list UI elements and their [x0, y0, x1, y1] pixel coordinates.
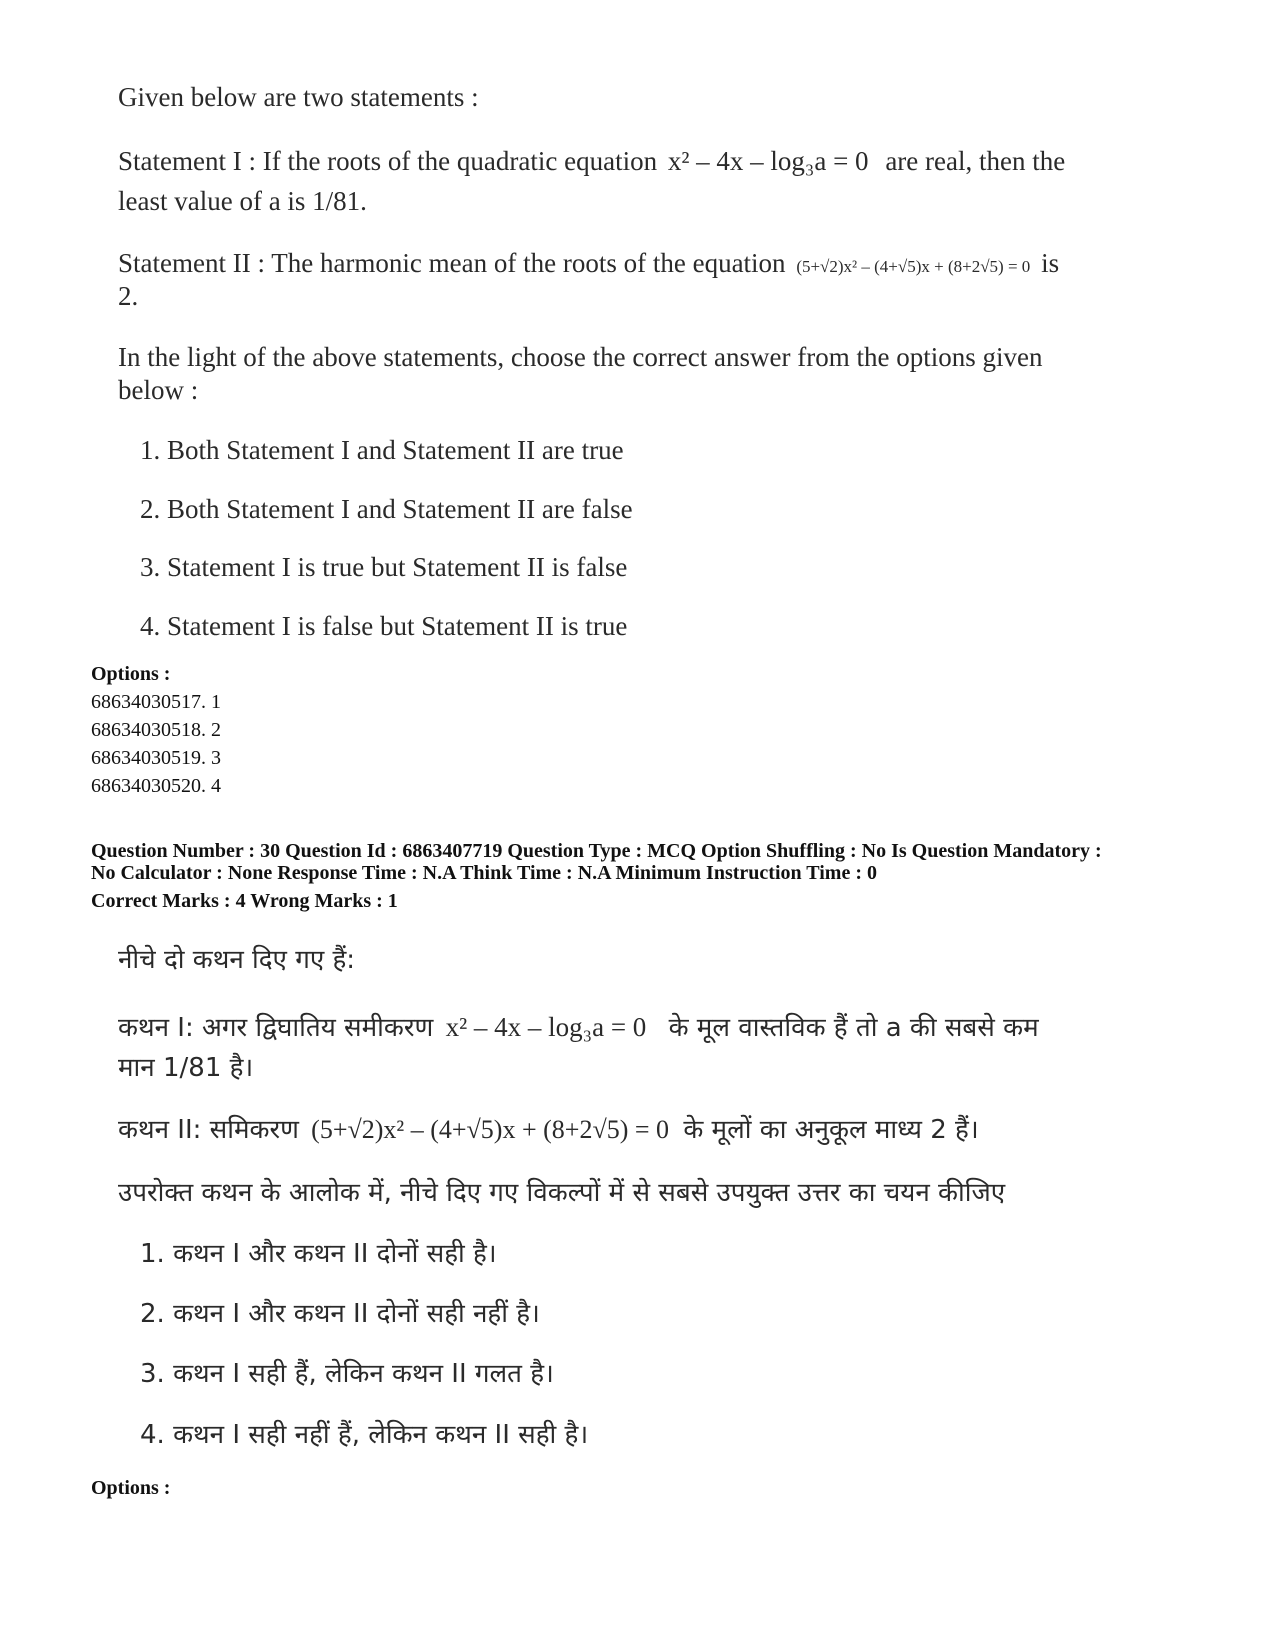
- instruction-line1: In the light of the above statements, choose the correct answer from the options given: [118, 342, 1043, 372]
- statement-1-equation: x² – 4x – log₃a = 0: [667, 146, 869, 176]
- hindi-statement-2-equation: (5+√2)x² – (4+√5)x + (8+2√5) = 0: [311, 1115, 670, 1144]
- instruction-line2: below :: [118, 375, 199, 405]
- option-id-2: 68634030518. 2: [91, 719, 221, 741]
- hindi-statement-1-prefix: कथन I: अगर द्विघातिय समीकरण: [118, 1013, 434, 1043]
- hindi-statement-2-suffix: के मूलों का अनुकूल माध्य 2 हैं।: [683, 1115, 979, 1145]
- hindi-choice-1: 1. कथन I और कथन II दोनों सही है।: [140, 1239, 497, 1269]
- hindi-choice-3: 3. कथन I सही हैं, लेकिन कथन II गलत है।: [140, 1359, 554, 1389]
- question-meta-line2: No Calculator : None Response Time : N.A Think Time : N.A Minimum Instruction Time : 0: [91, 862, 877, 884]
- hindi-choice-2: 2. कथन I और कथन II दोनों सही नहीं है।: [140, 1299, 540, 1329]
- statement-1-prefix: Statement I : If the roots of the quadratic equation: [118, 146, 658, 176]
- option-id-1: 68634030517. 1: [91, 691, 221, 713]
- choice-2: 2. Both Statement I and Statement II are false: [140, 494, 633, 524]
- options-label-bottom: Options :: [91, 1477, 171, 1499]
- hindi-statement-1-suffix: के मूल वास्तविक हैं तो a की सबसे कम: [668, 1013, 1039, 1043]
- hindi-statement-1-line2: मान 1/81 है।: [118, 1053, 254, 1083]
- choice-1: 1. Both Statement I and Statement II are true: [140, 435, 624, 465]
- hindi-statement-1: [118, 1007, 1039, 1048]
- statement-2: [118, 246, 1059, 284]
- hindi-statement-2: [118, 1110, 979, 1150]
- statement-1-line2: least value of a is 1/81.: [118, 186, 367, 216]
- option-id-4: 68634030520. 4: [91, 775, 221, 797]
- hindi-statement-1-equation: x² – 4x – log₃a = 0: [445, 1012, 647, 1042]
- hindi-intro: नीचे दो कथन दिए गए हैं:: [118, 945, 356, 975]
- hindi-choice-4: 4. कथन I सही नहीं हैं, लेकिन कथन II सही है।: [140, 1420, 589, 1450]
- statement-2-suffix: is: [1041, 248, 1060, 278]
- choice-3: 3. Statement I is true but Statement II is false: [140, 552, 628, 582]
- hindi-instruction: उपरोक्त कथन के आलोक में, नीचे दिए गए विकल्पों में से सबसे उपयुक्त उत्तर का चयन कीजिए: [118, 1178, 1006, 1208]
- statement-1-suffix: are real, then the: [885, 146, 1066, 176]
- question-meta-line3: Correct Marks : 4 Wrong Marks : 1: [91, 890, 398, 912]
- statement-2-line2: 2.: [118, 281, 139, 311]
- hindi-statement-2-prefix: कथन II: समिकरण: [118, 1115, 299, 1145]
- options-label: Options :: [91, 663, 171, 685]
- choice-4: 4. Statement I is false but Statement II is true: [140, 611, 628, 641]
- statement-2-equation: (5+√2)x² – (4+√5)x + (8+2√5) = 0: [796, 257, 1031, 276]
- option-id-3: 68634030519. 3: [91, 747, 221, 769]
- question-meta-line1: Question Number : 30 Question Id : 6863407719 Question Type : MCQ Option Shuffling : No Is Question Mandatory :: [91, 840, 1102, 862]
- question-intro: Given below are two statements :: [118, 82, 479, 112]
- statement-1: [118, 144, 1065, 178]
- statement-2-prefix: Statement II : The harmonic mean of the roots of the equation: [118, 248, 786, 278]
